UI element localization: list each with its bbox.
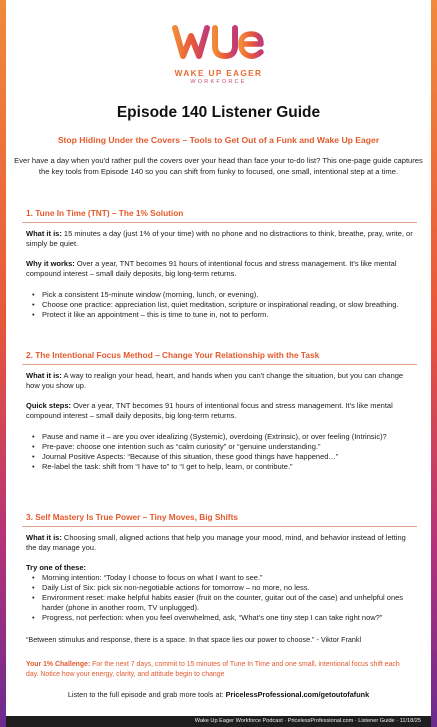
list-item: • Pause and name it – are you over idealizing (Systemic), overdoing (Extrinsic), or over feeling (Intrinsic)? bbox=[32, 432, 414, 442]
section-1-why bbox=[26, 259, 414, 279]
challenge-label: Your 1% Challenge: bbox=[26, 661, 91, 668]
section-3-try-label bbox=[26, 563, 414, 573]
section-2-steps-label: Quick steps: bbox=[26, 401, 72, 410]
list-item: • Progress, not perfection: when you feel overwhelmed, ask, “What's one tiny step I can take right now?” bbox=[32, 613, 414, 623]
section-2-list bbox=[32, 432, 414, 472]
section-1-why-text: Over a year, TNT becomes 91 hours of intentional focus and stress management. It's like mental compound interest – small daily deposits, big long-term returns. bbox=[26, 259, 397, 278]
list-item: • Protect it like an appointment – this is time to tune in, not to perform. bbox=[32, 310, 414, 320]
section-1-heading: 1. Tune In Time (TNT) – The 1% Solution bbox=[26, 208, 184, 218]
section-2-heading: 2. The Intentional Focus Method – Change Your Relationship with the Task bbox=[26, 350, 320, 360]
section-1-what-label: What it is: bbox=[26, 229, 62, 238]
section-3-divider bbox=[22, 526, 417, 527]
section-2-steps-text: Over a year, TNT becomes 91 hours of intentional focus and stress management. It's like mental compound interest – small daily deposits, big long-term returns. bbox=[26, 401, 393, 420]
listen-url-link[interactable]: PricelessProfessional.com/getoutofafunk bbox=[225, 690, 370, 699]
page-title: Episode 140 Listener Guide bbox=[116, 104, 321, 121]
section-1-why-label: Why it works: bbox=[26, 259, 75, 268]
section-3-what bbox=[26, 533, 414, 553]
challenge-text: For the next 7 days, commit to 15 minutes of Tune In Time and one small, intentional focus shift each day. Notice how your energy, clarity, and attitude begin to change bbox=[26, 661, 400, 678]
list-item: • Pick a consistent 15-minute window (morning, lunch, or evening). bbox=[32, 290, 414, 300]
list-item: • Pre-pave: choose one intention such as “calm curiosity” or “genuine understanding.” bbox=[32, 442, 414, 452]
section-2-what bbox=[26, 371, 414, 391]
listen-text: Listen to the full episode and grab more tools at: bbox=[67, 690, 226, 699]
section-2-divider bbox=[22, 364, 417, 365]
intro-paragraph: Ever have a day when you'd rather pull the covers over your head than face your to-do list? This one-page guide captures the key tools from Episode 140 so you can shift from funky to focused, one small, intentional step at a time. bbox=[14, 156, 423, 176]
list-item: • Journal Positive Aspects: “Because of this situation, these good things have happened…” bbox=[32, 452, 414, 462]
list-item: • Morning intention: “Today I choose to focus on what I want to see.” bbox=[32, 573, 414, 583]
page-subtitle: Stop Hiding Under the Covers – Tools to Get Out of a Funk and Wake Up Eager bbox=[57, 135, 380, 145]
brand-sub: WORKFORCE bbox=[190, 79, 247, 85]
list-item: • Re-label the task: shift from “I have to” to “I get to help, learn, or contribute.” bbox=[32, 462, 414, 472]
section-1-what-text: 15 minutes a day (just 1% of your time) with no phone and no distractions to think, breathe, pray, write, or simply be quiet. bbox=[26, 229, 413, 248]
section-3-heading: 3. Self Mastery Is True Power – Tiny Moves, Big Shifts bbox=[26, 512, 238, 522]
section-3-list bbox=[32, 573, 414, 623]
section-1-divider bbox=[22, 222, 417, 223]
section-1-list bbox=[32, 290, 414, 320]
footer-bar: Wake Up Eager Workforce Podcast · PricelessProfessional.com · Listener Guide · 11/18/25 bbox=[6, 716, 431, 727]
list-item: • Choose one practice: appreciation list, quiet meditation, scripture or inspirational reading, or slow breathing. bbox=[32, 300, 414, 310]
section-3-what-label: What it is: bbox=[26, 533, 62, 542]
section-2-steps bbox=[26, 401, 414, 421]
listen-cta bbox=[0, 690, 437, 699]
section-2-what-label: What it is: bbox=[26, 371, 62, 380]
section-1-what bbox=[26, 229, 414, 249]
brand-name: WAKE UP EAGER bbox=[174, 69, 263, 78]
one-percent-challenge bbox=[26, 660, 414, 679]
list-item: • Environment reset: make helpful habits easier (fruit on the counter, guitar out of the case) and unhelpful ones harder (phone in another room, TV unplugged). bbox=[32, 593, 414, 613]
section-3-what-text: Choosing small, aligned actions that help you manage your mood, mind, and behavior instead of letting the day manage you. bbox=[26, 533, 406, 552]
section-3-try-heading: Try one of these: bbox=[26, 563, 87, 572]
brand-logo bbox=[0, 22, 437, 85]
section-2-what-text: A way to realign your head, heart, and hands when you can't change the situation, but you can change how you show up. bbox=[26, 371, 404, 390]
list-item: • Daily List of Six: pick six non-negotiable actions for tomorrow – no more, no less. bbox=[32, 583, 414, 593]
wue-logo-icon bbox=[171, 22, 267, 62]
frankl-quote: “Between stimulus and response, there is a space. In that space lies our power to choose.” - Viktor Frankl bbox=[26, 635, 362, 644]
